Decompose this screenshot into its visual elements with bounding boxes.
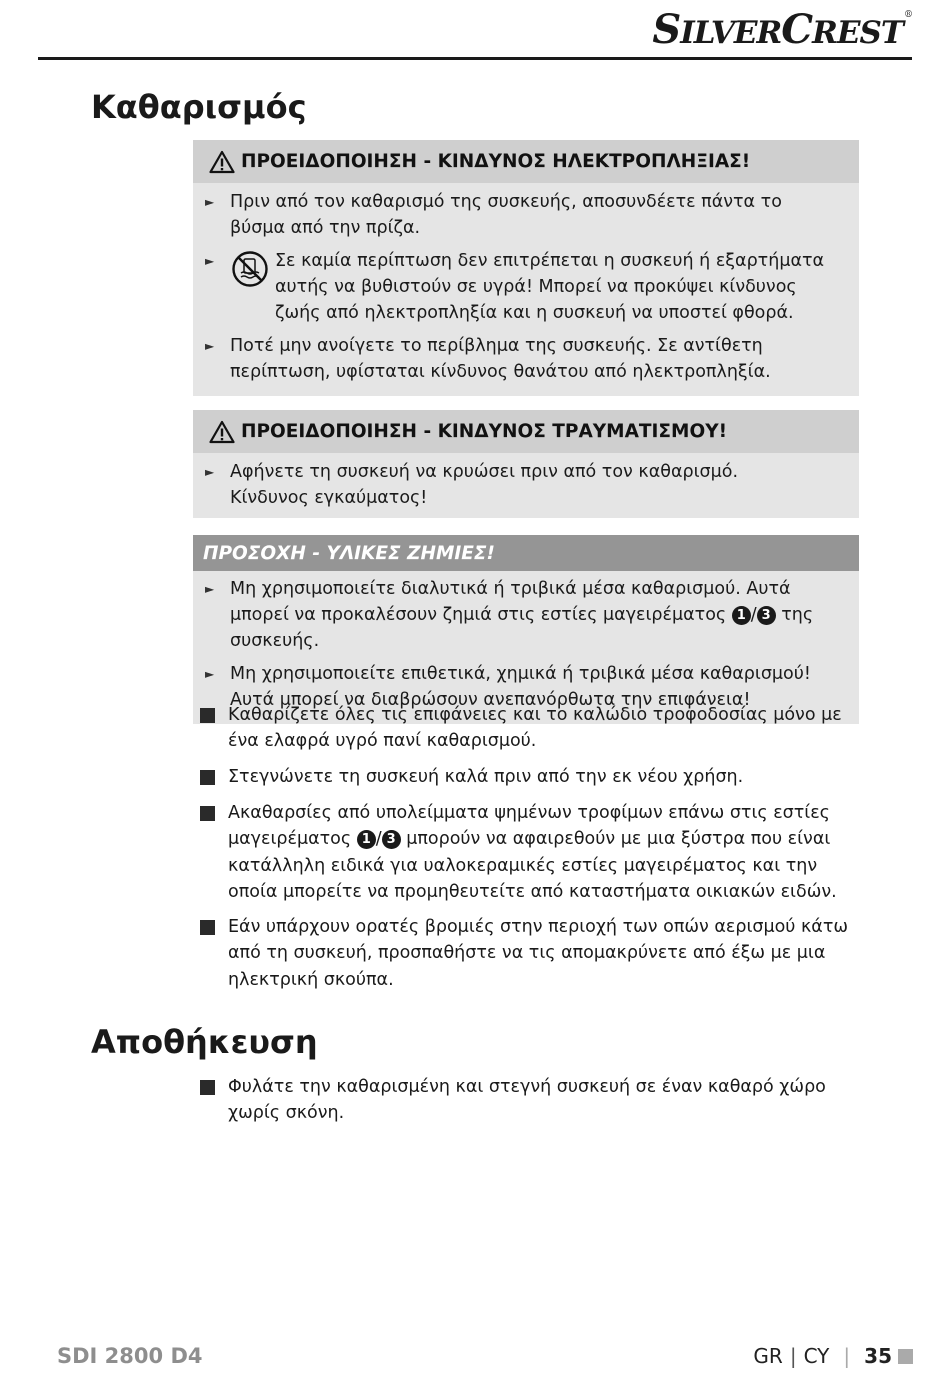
list-item (193, 459, 859, 511)
arrow-bullet-icon: ► (205, 339, 215, 353)
warning-box-injury (193, 410, 859, 518)
ref-marker-1: 1 (357, 830, 376, 849)
step-item (200, 800, 860, 905)
list-item-text: Μη χρησιμοποιείτε επιθετικά, χημικά ή τριβικά μέσα καθαρισμού! Αυτά μπορεί να διαβρώσουν ανεπανόρθωτα την επιφάνεια! (230, 664, 811, 710)
ref-marker-1: 1 (732, 606, 751, 625)
step-text: Ακαθαρσίες από υπολείμματα ψημένων τροφίμων επάνω στις εστίες μαγειρέματος (228, 803, 830, 850)
footer-page-info (753, 1344, 913, 1368)
step-text: Στεγνώνετε τη συσκευή καλά πριν από την εκ νέου χρήση. (228, 767, 744, 787)
brand-registered-mark: ® (904, 10, 912, 20)
square-bullet-icon (200, 806, 215, 821)
square-bullet-icon (200, 770, 215, 785)
caution-heading-text: ΠΡΟΣΟΧΗ - ΥΛΙΚΕΣ ΖΗΜΙΕΣ! (203, 542, 495, 564)
step-item (200, 764, 860, 790)
warning-heading-electric (193, 140, 859, 183)
warning-triangle-icon (209, 420, 235, 444)
step-item (200, 914, 860, 993)
arrow-bullet-icon: ► (205, 254, 215, 268)
list-item-text-end: της συσκευής. (230, 605, 814, 651)
warning-box-electric (193, 140, 859, 396)
warning-heading-injury-text: ΠΡΟΕΙΔΟΠΟΙΗΣΗ - ΚΙΝΔΥΝΟΣ ΤΡΑΥΜΑΤΙΣΜΟΥ! (241, 421, 728, 442)
cleaning-title: Καθαρισμός (91, 88, 307, 126)
brand-c: C (781, 6, 813, 53)
list-item-text: Ποτέ μην ανοίγετε το περίβλημα της συσκευής. Σε αντίθετη περίπτωση, υφίσταται κίνδυνος θανάτου από ηλεκτροπληξία. (230, 336, 771, 382)
list-item (193, 189, 859, 241)
arrow-bullet-icon: ► (205, 582, 215, 596)
list-item (193, 576, 859, 654)
ref-slash: / (375, 829, 382, 850)
step-text: Φυλάτε την καθαρισμένη και στεγνή συσκευή σε έναν καθαρό χώρο χωρίς σκόνη. (228, 1077, 826, 1124)
arrow-bullet-icon: ► (205, 195, 215, 209)
caution-heading (193, 535, 859, 571)
arrow-bullet-icon: ► (205, 465, 215, 479)
page-marker-square (898, 1349, 913, 1364)
warning-heading-electric-text: ΠΡΟΕΙΔΟΠΟΙΗΣΗ - ΚΙΝΔΥΝΟΣ ΗΛΕΚΤΡΟΠΛΗΞΙΑΣ! (241, 151, 751, 172)
square-bullet-icon (200, 708, 215, 723)
list-item-text: Σε καμία περίπτωση δεν επιτρέπεται η συσκευή ή εξαρτήματα αυτής να βυθιστούν σε υγρά! Μπορεί να προκύψει κίνδυνος ζωής από ηλεκτροπληξία και η συσκευή να υποστεί φθορά. (275, 251, 825, 323)
step-text-end: μπορούν να αφαιρεθούν με μια ξύστρα που είναι κατάλληλη ειδικά για υαλοκεραμικές εστίες μαγειρέματος και την οποία μπορείτε να προμηθευτείτε από καταστήματα οικιακών ειδών. (228, 829, 837, 902)
list-item-text-line1: Αφήνετε τη συσκευή να κρυώσει πριν από τον καθαρισμό. (230, 462, 739, 482)
list-item-text: Πριν από τον καθαρισμό της συσκευής, αποσυνδέετε πάντα το βύσμα από την πρίζα. (230, 192, 782, 238)
storage-title: Αποθήκευση (91, 1023, 318, 1061)
step-text: Καθαρίζετε όλες τις επιφάνειες και το καλώδιο τροφοδοσίας μόνο με ένα ελαφρά υγρό πανί καθαρισμού. (228, 705, 842, 752)
list-item (193, 333, 859, 385)
language-cy: CY (803, 1344, 830, 1368)
brand-logo (652, 6, 912, 53)
page-number: 35 (864, 1344, 892, 1368)
no-immersion-icon (231, 250, 269, 288)
language-separator: | (789, 1344, 797, 1368)
ref-slash: / (750, 605, 757, 625)
square-bullet-icon (200, 1080, 215, 1095)
brand-s: S (652, 6, 681, 53)
ref-marker-3: 3 (382, 830, 401, 849)
language-gr: GR (753, 1344, 783, 1368)
footer-model-number: SDI 2800 D4 (57, 1344, 203, 1368)
header-rule (38, 57, 912, 60)
page-separator: | (843, 1344, 851, 1368)
caution-box-material (193, 535, 859, 724)
warning-triangle-icon (209, 150, 235, 174)
list-item (193, 248, 859, 326)
step-text: Εάν υπάρχουν ορατές βρομιές στην περιοχή των οπών αερισμού κάτω από τη συσκευή, προσπαθήστε να τις απομακρύνετε από έξω με μια ηλεκτρική σκούπα. (228, 917, 849, 990)
brand-ilver: ILVER (680, 15, 782, 51)
brand-rest: REST (812, 15, 903, 51)
arrow-bullet-icon: ► (205, 667, 215, 681)
list-item-text: Μη χρησιμοποιείτε διαλυτικά ή τριβικά μέσα καθαρισμού. Αυτά μπορεί να προκαλέσουν ζημιά στις εστίες μαγειρέματος (230, 579, 791, 625)
ref-marker-3: 3 (757, 606, 776, 625)
warning-heading-injury (193, 410, 859, 453)
list-item-text-line2: Κίνδυνος εγκαύματος! (230, 488, 428, 508)
square-bullet-icon (200, 920, 215, 935)
step-item (200, 702, 860, 755)
step-item (200, 1074, 860, 1127)
